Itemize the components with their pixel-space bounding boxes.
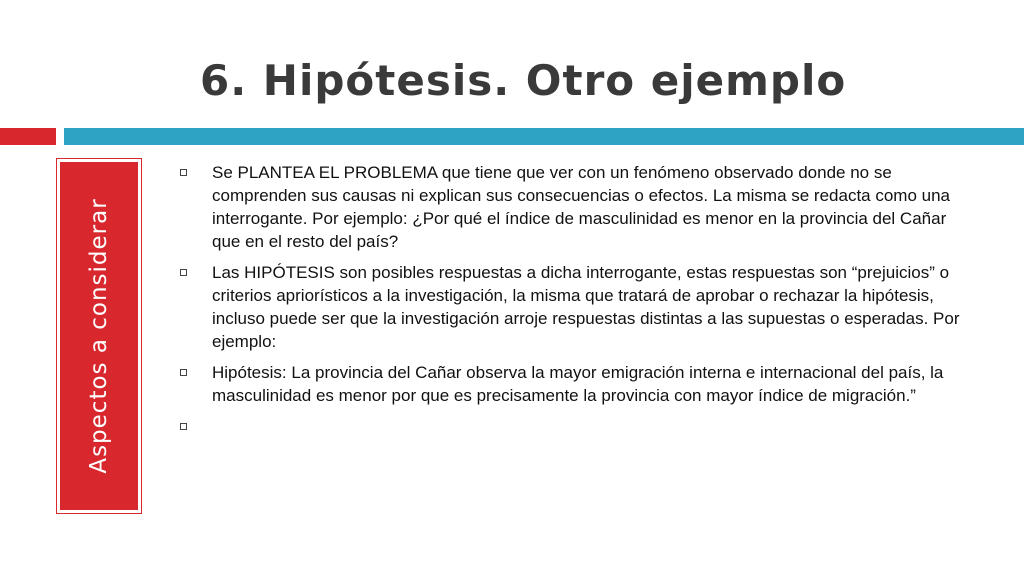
bullet-text: Las HIPÓTESIS son posibles respuestas a dicha interrogante, estas respuestas son “prejuicios” o criterios apriorísticos a la investigación, la misma que tratará de aprobar o rechazar la hipótesis, incluso puede ser que la investigación arroje respuestas distintas a las supuestas o esperadas. Por ejemplo:	[212, 263, 960, 351]
accent-bar-blue	[64, 128, 1024, 145]
bullet-item	[176, 361, 976, 407]
accent-bar-red	[0, 128, 56, 145]
bullet-item-empty	[176, 415, 976, 438]
hollow-square-bullet-icon	[180, 169, 187, 176]
bullet-item	[176, 261, 976, 353]
bullet-item	[176, 161, 976, 253]
side-label-panel	[60, 162, 138, 510]
bullet-text: Hipótesis: La provincia del Cañar observa la mayor emigración interna e internacional del país, la masculinidad es menor por que es precisamente la provincia con mayor índice de migración.”	[212, 363, 944, 405]
hollow-square-bullet-icon	[180, 369, 187, 376]
side-label-text: Aspectos a considerar	[86, 198, 112, 474]
hollow-square-bullet-icon	[180, 269, 187, 276]
slide-title: 6. Hipótesis. Otro ejemplo	[200, 56, 847, 105]
hollow-square-bullet-icon	[180, 423, 187, 430]
side-label-frame	[56, 158, 142, 514]
bullet-text: Se PLANTEA EL PROBLEMA que tiene que ver con un fenómeno observado donde no se comprenden sus causas ni explican sus consecuencias o efectos. La misma se redacta como una interrogante. Por ejemplo: ¿Por qué el índice de masculinidad es menor en la provincia del Cañar que en el resto del país?	[212, 163, 951, 251]
bullet-list	[176, 161, 976, 446]
